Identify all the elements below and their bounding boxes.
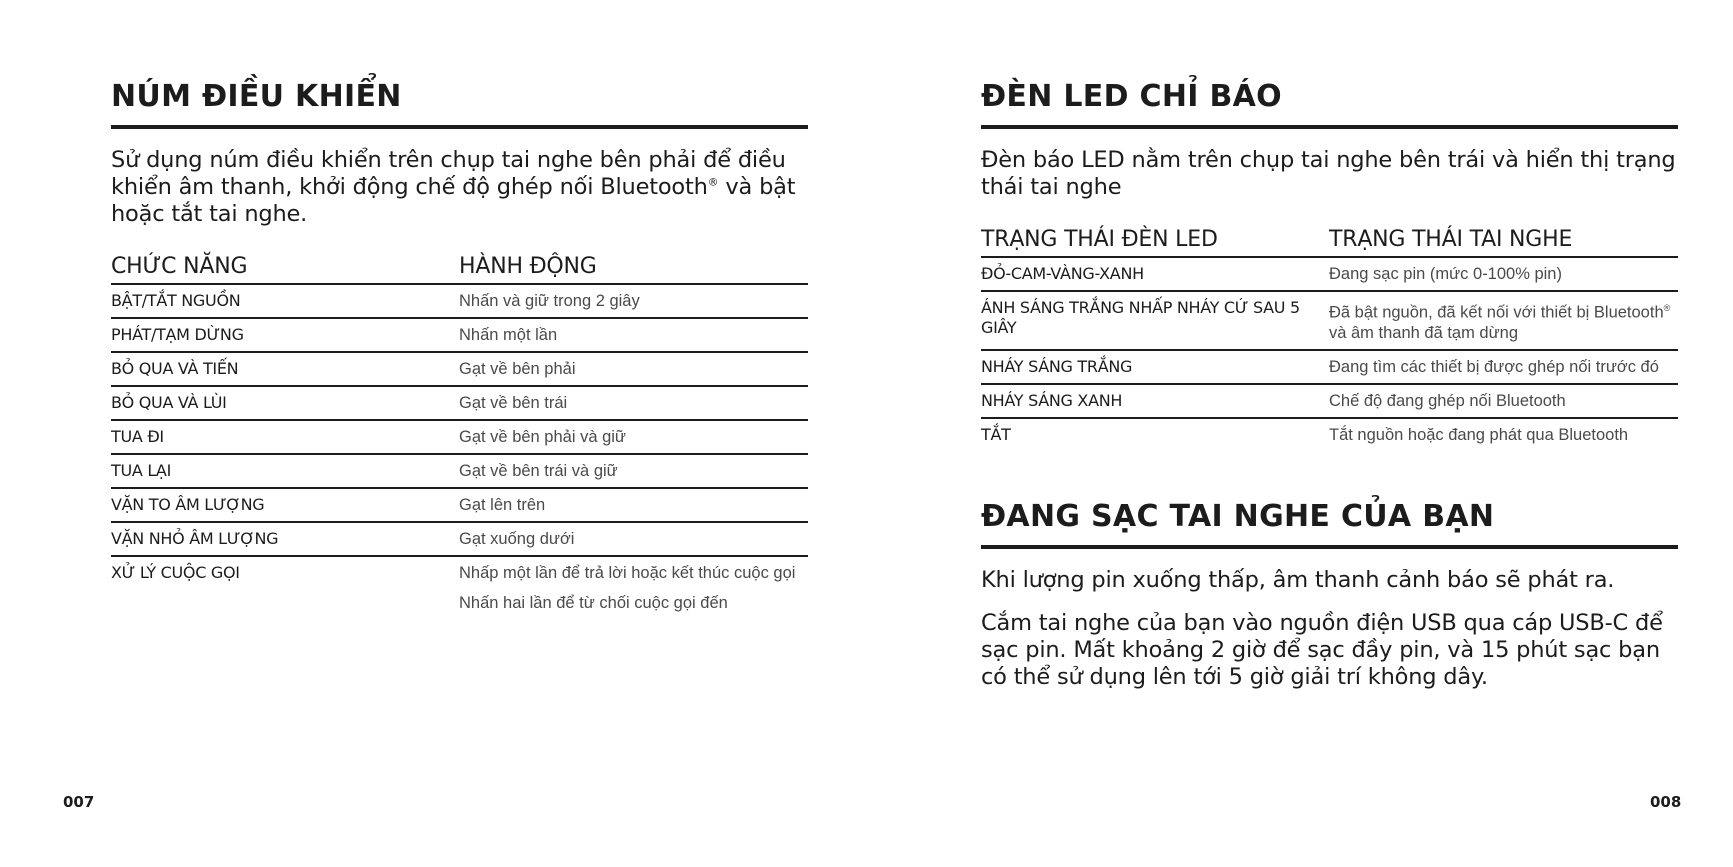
page-number-left: 007 bbox=[63, 793, 95, 811]
led-cell: ĐỎ-CAM-VÀNG-XANH bbox=[981, 257, 1329, 291]
table-row bbox=[981, 418, 1678, 451]
function-header: CHỨC NĂNG bbox=[111, 254, 459, 284]
controls-title: NÚM ĐIỀU KHIỂN bbox=[111, 79, 808, 129]
left-page bbox=[111, 0, 808, 867]
action-cell: Gạt về bên phải bbox=[459, 352, 808, 386]
led-status-header: TRẠNG THÁI ĐÈN LED bbox=[981, 227, 1329, 257]
led-cell: TẮT bbox=[981, 424, 1011, 444]
table-row bbox=[111, 556, 808, 619]
page-number-right: 008 bbox=[1650, 793, 1682, 811]
controls-intro-text: Sử dụng núm điều khiển trên chụp tai nghe bên phải để điều khiển âm thanh, khởi động chế độ ghép nối Bluetooth bbox=[111, 147, 786, 200]
table-row bbox=[111, 454, 808, 488]
status-cell: Chế độ đang ghép nối Bluetooth bbox=[1329, 384, 1678, 418]
registered-mark: ® bbox=[707, 175, 719, 189]
function-cell: TUA LẠI bbox=[111, 454, 459, 488]
table-row bbox=[981, 291, 1678, 350]
action-cell: Nhấn và giữ trong 2 giây bbox=[459, 284, 808, 318]
table-header-row bbox=[111, 254, 808, 284]
function-cell: PHÁT/TẠM DỪNG bbox=[111, 318, 459, 352]
action-cell: Gạt xuống dưới bbox=[459, 522, 808, 556]
table-row bbox=[111, 386, 808, 420]
charging-paragraph-2: Cắm tai nghe của bạn vào nguồn điện USB qua cáp USB-C để sạc pin. Mất khoảng 2 giờ để sạc đầy pin, và 15 phút sạc bạn có thể sử dụng lên tới 5 giờ giải trí không dây. bbox=[981, 609, 1663, 690]
action-cell: Gạt về bên trái và giữ bbox=[459, 454, 808, 488]
table-header-row bbox=[981, 227, 1678, 257]
function-cell: BỎ QUA VÀ TIẾN bbox=[111, 352, 459, 386]
function-cell: TUA ĐI bbox=[111, 420, 459, 454]
action-cell: Nhấn một lần bbox=[459, 318, 808, 352]
table-row bbox=[111, 488, 808, 522]
led-cell: ÁNH SÁNG TRẮNG NHẤP NHÁY CỨ SAU 5 GIÂY bbox=[981, 291, 1329, 350]
function-cell: BỎ QUA VÀ LÙI bbox=[111, 386, 459, 420]
table-row bbox=[981, 350, 1678, 384]
status-cell bbox=[1329, 291, 1678, 350]
charging-title: ĐANG SẠC TAI NGHE CỦA BẠN bbox=[981, 499, 1678, 549]
led-cell: NHÁY SÁNG XANH bbox=[981, 384, 1329, 418]
action-cell: Gạt về bên trái bbox=[459, 386, 808, 420]
led-table bbox=[981, 227, 1678, 451]
action-text-secondary: Nhấn hai lần để từ chối cuộc gọi đến bbox=[459, 594, 728, 612]
led-title: ĐÈN LED CHỈ BÁO bbox=[981, 79, 1678, 129]
table-row bbox=[111, 420, 808, 454]
controls-table bbox=[111, 254, 808, 619]
table-row bbox=[981, 384, 1678, 418]
action-cell: Gạt lên trên bbox=[459, 488, 808, 522]
table-row bbox=[111, 284, 808, 318]
action-text: Nhấp một lần để trả lời hoặc kết thúc cuộc gọi bbox=[459, 564, 796, 582]
led-cell: NHÁY SÁNG TRẮNG bbox=[981, 350, 1329, 384]
table-row bbox=[111, 318, 808, 352]
action-cell bbox=[459, 556, 808, 619]
table-row bbox=[981, 257, 1678, 291]
right-page bbox=[981, 0, 1678, 867]
controls-intro bbox=[111, 147, 808, 228]
function-cell: VẶN NHỎ ÂM LƯỢNG bbox=[111, 522, 459, 556]
status-text-end: và âm thanh đã tạm dừng bbox=[1329, 323, 1518, 342]
table-row bbox=[111, 522, 808, 556]
function-cell: XỬ LÝ CUỘC GỌI bbox=[111, 563, 240, 582]
function-cell: BẬT/TẮT NGUỒN bbox=[111, 284, 459, 318]
status-cell: Đang tìm các thiết bị được ghép nối trước đó bbox=[1329, 350, 1678, 384]
table-row bbox=[111, 352, 808, 386]
status-cell: Đang sạc pin (mức 0-100% pin) bbox=[1329, 257, 1678, 291]
action-cell: Gạt về bên phải và giữ bbox=[459, 420, 808, 454]
registered-mark: ® bbox=[1663, 303, 1671, 313]
controls-intro-text-end: và bật hoặc tắt tai nghe. bbox=[111, 174, 796, 227]
function-cell: VẶN TO ÂM LƯỢNG bbox=[111, 488, 459, 522]
charging-paragraph-1: Khi lượng pin xuống thấp, âm thanh cảnh báo sẽ phát ra. bbox=[981, 566, 1615, 593]
status-text: Đã bật nguồn, đã kết nối với thiết bị Bluetooth bbox=[1329, 303, 1664, 322]
action-header: HÀNH ĐỘNG bbox=[459, 254, 808, 284]
led-intro: Đèn báo LED nằm trên chụp tai nghe bên trái và hiển thị trạng thái tai nghe bbox=[981, 147, 1676, 200]
status-cell: Tắt nguồn hoặc đang phát qua Bluetooth bbox=[1329, 425, 1629, 444]
headphone-status-header: TRẠNG THÁI TAI NGHE bbox=[1329, 227, 1678, 257]
